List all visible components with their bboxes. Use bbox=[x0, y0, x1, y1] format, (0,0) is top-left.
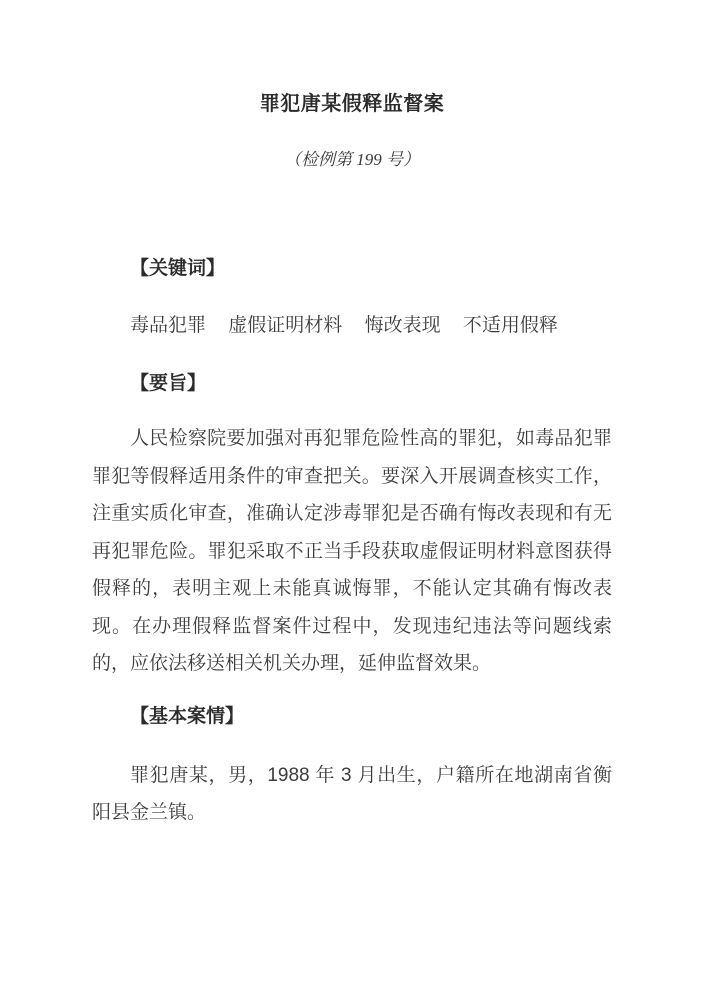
document-title: 罪犯唐某假释监督案 bbox=[259, 93, 445, 115]
keyword-item: 虚假证明材料 bbox=[228, 315, 343, 336]
basic-facts-paragraph: 罪犯唐某，男，1988 年 3 月出生，户籍所在地湖南省衡阳县金兰镇。 bbox=[92, 764, 612, 823]
summary-section-heading: 【要旨】 bbox=[130, 373, 207, 394]
keywords-section-heading: 【关键词】 bbox=[130, 258, 226, 279]
keyword-item: 悔改表现 bbox=[364, 315, 441, 336]
keywords-list bbox=[92, 312, 612, 340]
summary-paragraph: 人民检察院要加强对再犯罪危险性高的罪犯，如毒品犯罪罪犯等假释适用条件的审查把关。要深入开展调查核实工作，注重实质化审查，准确认定涉毒罪犯是否确有悔改表现和有无再犯罪危险。罪犯采取不正当手段获取虚假证明材料意图获得假释的，表明主观上未能真诚悔罪，不能认定其确有悔改表现。在办理假释监督案件过程中，发现违纪违法等问题线索的，应依法移送相关机关办理，延伸监督效果。 bbox=[92, 428, 612, 674]
basic-facts-section-heading: 【基本案情】 bbox=[130, 705, 245, 727]
keyword-item: 毒品犯罪 bbox=[130, 315, 207, 336]
keyword-item: 不适用假释 bbox=[462, 315, 558, 336]
document-subtitle: （检例第 199 号） bbox=[284, 150, 420, 169]
